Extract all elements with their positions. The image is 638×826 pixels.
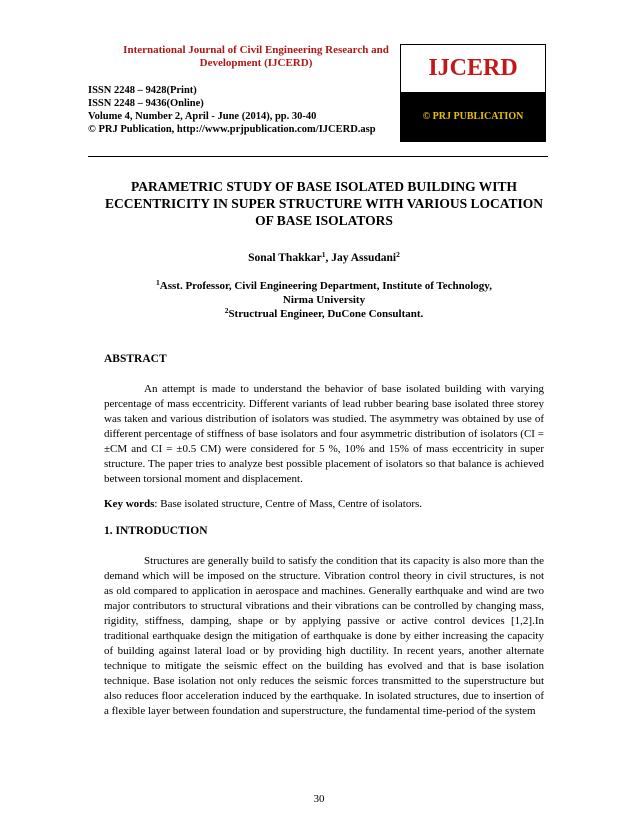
affiliation-line: $^1$Asst. Professor, Civil Engineering Department, Institute of Technology, bbox=[156, 278, 492, 292]
affiliation-mark: 2 bbox=[224, 306, 229, 315]
affiliation-mark: 1 bbox=[156, 278, 160, 287]
affiliation-line: Nirma University bbox=[282, 294, 366, 306]
introduction-text: Structures are generally build to satisfy the condition that its capacity is also more than the demand which will be imposed on the structure. Vibration control theory in civil structures, is not as old compared to application in aerospace and machines. Generally earthquake and wind are two major contributors to structural vibrations and their vibrations can be controlled by changing mass, rigidity, stiffness, damping, shape or by applying passive or active control devices [1,2].In traditional earthquake design the mitigation of earthquake is done by either increasing the capacity of building against lateral load or by providing high ductility. In recent years, another alternate technique to mitigate the seismic effect on the building has evolved and that is base isolation technique. Base isolation not only reduces the seismic forces transmitted to the superstructure but also reduces floor acceleration induced by the earthquake. In isolated structures, due to insertion of a flexible layer between foundation and superstructure, the fundamental time-period of the system bbox=[104, 555, 544, 717]
author-list bbox=[104, 251, 544, 265]
abstract-heading: ABSTRACT bbox=[104, 353, 167, 365]
page-number: 30 bbox=[313, 793, 325, 805]
logo-publisher: © PRJ PUBLICATION bbox=[401, 92, 545, 141]
keywords-text: : Base isolated structure, Centre of Mass, Centre of isolators. bbox=[154, 498, 423, 510]
affiliations bbox=[104, 279, 544, 321]
keywords-label: Key words bbox=[104, 498, 155, 510]
journal-name: International Journal of Civil Engineering Research and Development (IJCERD) bbox=[123, 44, 389, 69]
header-divider bbox=[88, 156, 548, 157]
volume-info: Volume 4, Number 2, April - June (2014), pp. 30-40 bbox=[88, 111, 317, 122]
introduction-heading: 1. INTRODUCTION bbox=[104, 525, 208, 537]
logo-title: IJCERD bbox=[428, 55, 518, 81]
author-separator: , bbox=[325, 252, 332, 264]
author-affiliation-mark: 1 bbox=[321, 250, 326, 259]
abstract-text: An attempt is made to understand the behavior of base isolated building with varying percentage of mass eccentricity. Different variants of lead rubber bearing base isolated three storey was taken and various distribution of isolators was studied. The asymmetry was obtained by use of different percentage of stiffness of base isolators and four asymmetric distribution of isolators (CI = ±CM and CI = ±0.5 CM) were considered for 5 %, 10% and 15% of mass eccentricity in super structure. The paper tries to analyze best possible placement of isolators so that balance is achieved between torsional moment and displacement. bbox=[104, 383, 544, 485]
paper-content bbox=[104, 178, 544, 719]
author-affiliation-mark: 2 bbox=[396, 250, 400, 259]
affiliation-line: $^2$Structrual Engineer, DuCone Consultant. bbox=[224, 306, 424, 320]
issn-online: ISSN 2248 – 9436(Online) bbox=[88, 98, 204, 109]
issn-print: ISSN 2248 – 9428(Print) bbox=[88, 85, 197, 96]
journal-header bbox=[88, 44, 548, 154]
copyright-line: © PRJ Publication, http://www.prjpublication.com/IJCERD.asp bbox=[88, 124, 376, 135]
journal-logo bbox=[400, 44, 546, 142]
author-name: Jay Assudani bbox=[331, 252, 397, 264]
author-name: Sonal Thakkar bbox=[248, 252, 322, 264]
keywords bbox=[104, 497, 544, 512]
paper-title: PARAMETRIC STUDY OF BASE ISOLATED BUILDING WITH ECCENTRICITY IN SUPER STRUCTURE WITH VARIOUS LOCATION OF BASE ISOLATORS bbox=[104, 179, 544, 228]
publication-info bbox=[88, 84, 408, 136]
